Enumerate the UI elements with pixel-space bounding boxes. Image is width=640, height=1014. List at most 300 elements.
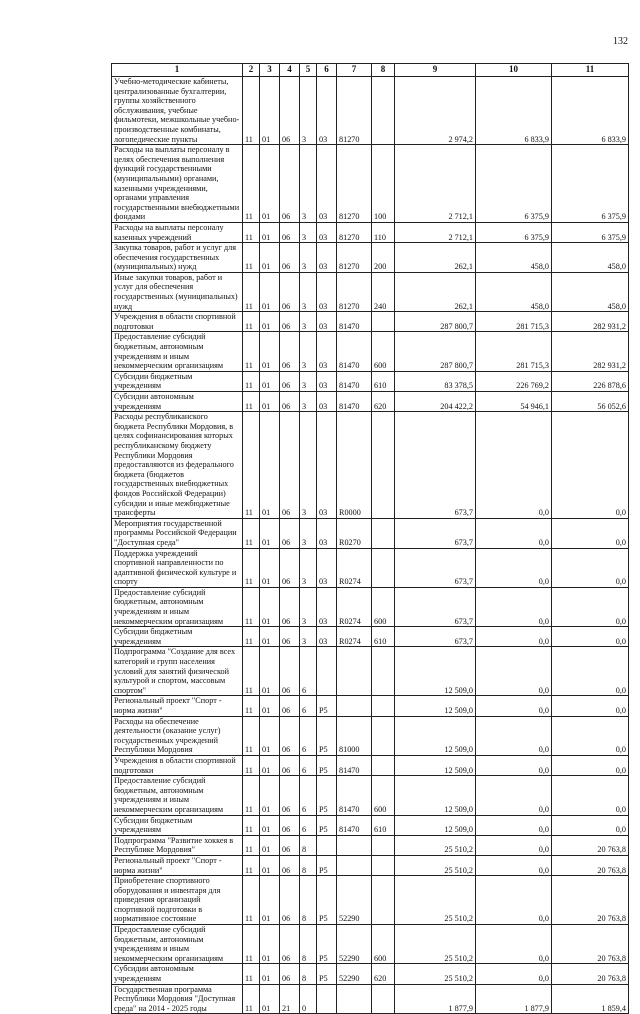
- amount-year-3-cell: 458,0: [552, 272, 629, 311]
- amount-year-2-cell: 1 877,9: [476, 984, 552, 1014]
- budget-table: [111, 63, 629, 1014]
- code-section-cell: 01: [260, 647, 280, 696]
- code-project-cell: 03: [317, 77, 337, 145]
- code-ministry-cell: 11: [243, 518, 260, 548]
- code-expense-type-cell: [372, 312, 395, 332]
- row-name-cell: Государственная программа Республики Мордовия "Доступная среда" на 2014 - 2025 годы: [112, 984, 243, 1014]
- code-expense-type-cell: 620: [372, 392, 395, 412]
- code-project-cell: [317, 984, 337, 1014]
- table-row: [112, 627, 629, 647]
- amount-year-2-cell: 0,0: [476, 647, 552, 696]
- table-row: [112, 145, 629, 223]
- code-ministry-cell: 11: [243, 835, 260, 855]
- code-direction-cell: R0000: [337, 412, 372, 519]
- code-project-cell: P5: [317, 815, 337, 835]
- row-name-cell: Субсидии автономным учреждениям: [112, 392, 243, 412]
- amount-year-1-cell: 2 712,1: [395, 145, 476, 223]
- column-header: 11: [552, 64, 629, 77]
- table-row: [112, 222, 629, 242]
- code-direction-cell: R0274: [337, 587, 372, 626]
- code-section-cell: 01: [260, 587, 280, 626]
- code-direction-cell: 81270: [337, 145, 372, 223]
- amount-year-1-cell: 673,7: [395, 548, 476, 587]
- code-direction-cell: 81270: [337, 243, 372, 273]
- code-direction-cell: 81470: [337, 312, 372, 332]
- code-section-cell: 01: [260, 776, 280, 815]
- row-name-cell: Субсидии бюджетным учреждениям: [112, 627, 243, 647]
- amount-year-1-cell: 673,7: [395, 627, 476, 647]
- table-row: [112, 876, 629, 925]
- code-subprogram-cell: 8: [300, 835, 317, 855]
- code-project-cell: 03: [317, 272, 337, 311]
- table-row: [112, 587, 629, 626]
- row-name-cell: Субсидии бюджетным учреждениям: [112, 371, 243, 391]
- code-expense-type-cell: [372, 548, 395, 587]
- row-name-cell: Учреждения в области спортивной подготовки: [112, 755, 243, 775]
- table-row: [112, 964, 629, 984]
- amount-year-3-cell: 20 763,8: [552, 855, 629, 875]
- code-subsection-cell: 06: [280, 332, 300, 371]
- table-row: [112, 815, 629, 835]
- row-name-cell: Предоставление субсидий бюджетным, автономным учреждениям и иным некоммерческим организациям: [112, 776, 243, 815]
- code-subsection-cell: 06: [280, 696, 300, 716]
- code-ministry-cell: 11: [243, 145, 260, 223]
- code-subsection-cell: 06: [280, 776, 300, 815]
- amount-year-1-cell: 12 509,0: [395, 755, 476, 775]
- code-project-cell: P5: [317, 925, 337, 964]
- code-subprogram-cell: 3: [300, 243, 317, 273]
- code-expense-type-cell: [372, 984, 395, 1014]
- code-project-cell: [317, 647, 337, 696]
- amount-year-1-cell: 673,7: [395, 412, 476, 519]
- code-subsection-cell: 06: [280, 243, 300, 273]
- code-section-cell: 01: [260, 815, 280, 835]
- row-name-cell: Субсидии бюджетным учреждениям: [112, 815, 243, 835]
- code-subprogram-cell: 6: [300, 647, 317, 696]
- amount-year-2-cell: 6 833,9: [476, 77, 552, 145]
- code-section-cell: 01: [260, 925, 280, 964]
- code-ministry-cell: 11: [243, 222, 260, 242]
- amount-year-3-cell: 0,0: [552, 716, 629, 755]
- code-ministry-cell: 11: [243, 587, 260, 626]
- column-header: 5: [300, 64, 317, 77]
- table-row: [112, 77, 629, 145]
- column-header: 3: [260, 64, 280, 77]
- code-expense-type-cell: [372, 716, 395, 755]
- amount-year-1-cell: 287 800,7: [395, 312, 476, 332]
- amount-year-3-cell: 0,0: [552, 587, 629, 626]
- amount-year-1-cell: 2 712,1: [395, 222, 476, 242]
- amount-year-3-cell: 0,0: [552, 412, 629, 519]
- amount-year-3-cell: 1 859,4: [552, 984, 629, 1014]
- code-direction-cell: 81000: [337, 716, 372, 755]
- code-expense-type-cell: 610: [372, 815, 395, 835]
- code-subprogram-cell: 8: [300, 925, 317, 964]
- row-name-cell: Расходы на выплаты персоналу в целях обеспечения выполнения функций государственными (муниципальными) органами, казенными учреждениями, органами управления государственными внебюджетными фондами: [112, 145, 243, 223]
- column-header: 8: [372, 64, 395, 77]
- code-expense-type-cell: [372, 835, 395, 855]
- amount-year-2-cell: 0,0: [476, 876, 552, 925]
- code-expense-type-cell: [372, 518, 395, 548]
- code-direction-cell: [337, 835, 372, 855]
- row-name-cell: Иные закупки товаров, работ и услуг для обеспечения государственных (муниципальных) нужд: [112, 272, 243, 311]
- code-subsection-cell: 06: [280, 925, 300, 964]
- amount-year-2-cell: 6 375,9: [476, 145, 552, 223]
- table-row: [112, 518, 629, 548]
- code-section-cell: 01: [260, 145, 280, 223]
- row-name-cell: Субсидии автономным учреждениям: [112, 964, 243, 984]
- table-row: [112, 984, 629, 1014]
- amount-year-2-cell: 0,0: [476, 696, 552, 716]
- code-ministry-cell: 11: [243, 776, 260, 815]
- code-expense-type-cell: 240: [372, 272, 395, 311]
- code-section-cell: 01: [260, 696, 280, 716]
- amount-year-3-cell: 0,0: [552, 647, 629, 696]
- code-subprogram-cell: 3: [300, 332, 317, 371]
- code-project-cell: 03: [317, 145, 337, 223]
- table-row: [112, 855, 629, 875]
- code-project-cell: 03: [317, 627, 337, 647]
- code-expense-type-cell: 600: [372, 587, 395, 626]
- code-expense-type-cell: 110: [372, 222, 395, 242]
- amount-year-3-cell: 6 375,9: [552, 145, 629, 223]
- amount-year-2-cell: 281 715,3: [476, 312, 552, 332]
- code-subsection-cell: 06: [280, 392, 300, 412]
- code-subprogram-cell: 6: [300, 776, 317, 815]
- amount-year-3-cell: 282 931,2: [552, 312, 629, 332]
- code-section-cell: 01: [260, 984, 280, 1014]
- code-ministry-cell: 11: [243, 855, 260, 875]
- code-project-cell: P5: [317, 716, 337, 755]
- code-project-cell: 03: [317, 243, 337, 273]
- code-ministry-cell: 11: [243, 696, 260, 716]
- code-direction-cell: 81470: [337, 392, 372, 412]
- code-expense-type-cell: [372, 755, 395, 775]
- amount-year-3-cell: 458,0: [552, 243, 629, 273]
- code-subprogram-cell: 6: [300, 716, 317, 755]
- code-project-cell: P5: [317, 876, 337, 925]
- code-subprogram-cell: 3: [300, 222, 317, 242]
- table-body: [112, 77, 629, 1014]
- row-name-cell: Предоставление субсидий бюджетным, автономным учреждениям и иным некоммерческим организациям: [112, 587, 243, 626]
- code-section-cell: 01: [260, 412, 280, 519]
- amount-year-1-cell: 25 510,2: [395, 855, 476, 875]
- row-name-cell: Мероприятия государственной программы Российской Федерации "Доступная среда": [112, 518, 243, 548]
- code-subsection-cell: 06: [280, 312, 300, 332]
- amount-year-1-cell: 25 510,2: [395, 835, 476, 855]
- code-subprogram-cell: 8: [300, 855, 317, 875]
- amount-year-3-cell: 0,0: [552, 627, 629, 647]
- code-subprogram-cell: 3: [300, 587, 317, 626]
- code-subprogram-cell: 6: [300, 696, 317, 716]
- code-ministry-cell: 11: [243, 647, 260, 696]
- amount-year-1-cell: 673,7: [395, 587, 476, 626]
- code-subprogram-cell: 0: [300, 984, 317, 1014]
- column-header: 4: [280, 64, 300, 77]
- code-direction-cell: [337, 696, 372, 716]
- column-header: 10: [476, 64, 552, 77]
- code-ministry-cell: 11: [243, 312, 260, 332]
- amount-year-1-cell: 25 510,2: [395, 876, 476, 925]
- row-name-cell: Расходы республиканского бюджета Республики Мордовия, в целях софинансирования которых республиканскому бюджету Республики Мордовия предоставляются из федерального бюджета (бюджетов государственных внебюджетных фондов Российской Федерации) субсидии и иные межбюджетные трансферты: [112, 412, 243, 519]
- amount-year-1-cell: 287 800,7: [395, 332, 476, 371]
- code-ministry-cell: 11: [243, 392, 260, 412]
- code-direction-cell: 81470: [337, 776, 372, 815]
- amount-year-1-cell: 2 974,2: [395, 77, 476, 145]
- amount-year-3-cell: 20 763,8: [552, 925, 629, 964]
- header-row: [112, 64, 629, 77]
- code-expense-type-cell: [372, 855, 395, 875]
- code-section-cell: 01: [260, 964, 280, 984]
- code-subsection-cell: 06: [280, 855, 300, 875]
- code-direction-cell: R0274: [337, 627, 372, 647]
- code-project-cell: 03: [317, 332, 337, 371]
- row-name-cell: Приобретение спортивного оборудования и инвентаря для приведения организаций спортивной подготовки в нормативное состояние: [112, 876, 243, 925]
- row-name-cell: Подпрограмма "Создание для всех категорий и групп населения условий для занятий физической культурой и спортом, массовым спортом": [112, 647, 243, 696]
- amount-year-3-cell: 226 878,6: [552, 371, 629, 391]
- table-row: [112, 392, 629, 412]
- code-subsection-cell: 06: [280, 647, 300, 696]
- code-section-cell: 01: [260, 332, 280, 371]
- code-expense-type-cell: 600: [372, 776, 395, 815]
- code-direction-cell: [337, 647, 372, 696]
- code-project-cell: P5: [317, 855, 337, 875]
- code-subprogram-cell: 6: [300, 755, 317, 775]
- code-section-cell: 01: [260, 243, 280, 273]
- table-row: [112, 835, 629, 855]
- amount-year-1-cell: 12 509,0: [395, 716, 476, 755]
- code-section-cell: 01: [260, 835, 280, 855]
- amount-year-1-cell: 83 378,5: [395, 371, 476, 391]
- table-row: [112, 755, 629, 775]
- code-ministry-cell: 11: [243, 984, 260, 1014]
- page-number: 132: [613, 36, 628, 47]
- code-direction-cell: 81270: [337, 272, 372, 311]
- code-direction-cell: [337, 855, 372, 875]
- amount-year-2-cell: 0,0: [476, 925, 552, 964]
- code-subsection-cell: 06: [280, 964, 300, 984]
- amount-year-1-cell: 12 509,0: [395, 776, 476, 815]
- column-header: 2: [243, 64, 260, 77]
- code-project-cell: P5: [317, 755, 337, 775]
- code-subsection-cell: 06: [280, 716, 300, 755]
- code-section-cell: 01: [260, 627, 280, 647]
- code-subprogram-cell: 3: [300, 371, 317, 391]
- code-subsection-cell: 06: [280, 755, 300, 775]
- code-ministry-cell: 11: [243, 243, 260, 273]
- column-header: 1: [112, 64, 243, 77]
- code-ministry-cell: 11: [243, 876, 260, 925]
- code-section-cell: 01: [260, 755, 280, 775]
- amount-year-2-cell: 458,0: [476, 243, 552, 273]
- code-expense-type-cell: [372, 876, 395, 925]
- code-project-cell: 03: [317, 371, 337, 391]
- code-direction-cell: 52290: [337, 925, 372, 964]
- code-direction-cell: 81270: [337, 77, 372, 145]
- code-subprogram-cell: 8: [300, 964, 317, 984]
- code-expense-type-cell: [372, 412, 395, 519]
- code-section-cell: 01: [260, 392, 280, 412]
- code-project-cell: [317, 835, 337, 855]
- code-project-cell: 03: [317, 518, 337, 548]
- code-project-cell: 03: [317, 312, 337, 332]
- amount-year-1-cell: 262,1: [395, 243, 476, 273]
- code-subprogram-cell: 3: [300, 548, 317, 587]
- code-subsection-cell: 21: [280, 984, 300, 1014]
- code-project-cell: 03: [317, 222, 337, 242]
- column-header: 9: [395, 64, 476, 77]
- row-name-cell: Учебно-методические кабинеты, централизованные бухгалтерии, группы хозяйственного обслуживания, учебные фильмотеки, межшкольные учебно-производственные комбинаты, логопедические пункты: [112, 77, 243, 145]
- table-row: [112, 716, 629, 755]
- code-subprogram-cell: 3: [300, 627, 317, 647]
- code-expense-type-cell: 200: [372, 243, 395, 273]
- code-expense-type-cell: [372, 77, 395, 145]
- row-name-cell: Учреждения в области спортивной подготовки: [112, 312, 243, 332]
- code-direction-cell: R0274: [337, 548, 372, 587]
- code-subsection-cell: 06: [280, 371, 300, 391]
- code-ministry-cell: 11: [243, 412, 260, 519]
- code-subprogram-cell: 3: [300, 392, 317, 412]
- amount-year-3-cell: 282 931,2: [552, 332, 629, 371]
- code-expense-type-cell: 600: [372, 925, 395, 964]
- row-name-cell: Региональный проект "Спорт - норма жизни": [112, 696, 243, 716]
- table-row: [112, 696, 629, 716]
- amount-year-1-cell: 204 422,2: [395, 392, 476, 412]
- amount-year-2-cell: 226 769,2: [476, 371, 552, 391]
- code-direction-cell: [337, 984, 372, 1014]
- code-section-cell: 01: [260, 876, 280, 925]
- code-expense-type-cell: 610: [372, 371, 395, 391]
- amount-year-2-cell: 0,0: [476, 835, 552, 855]
- code-subsection-cell: 06: [280, 272, 300, 311]
- row-name-cell: Предоставление субсидий бюджетным, автономным учреждениям и иным некоммерческим организациям: [112, 332, 243, 371]
- amount-year-2-cell: 54 946,1: [476, 392, 552, 412]
- table-row: [112, 272, 629, 311]
- code-subprogram-cell: 3: [300, 518, 317, 548]
- code-section-cell: 01: [260, 77, 280, 145]
- amount-year-1-cell: 1 877,9: [395, 984, 476, 1014]
- code-section-cell: 01: [260, 518, 280, 548]
- amount-year-3-cell: 0,0: [552, 815, 629, 835]
- code-subsection-cell: 06: [280, 815, 300, 835]
- amount-year-1-cell: 12 509,0: [395, 647, 476, 696]
- code-direction-cell: 81470: [337, 371, 372, 391]
- code-expense-type-cell: 100: [372, 145, 395, 223]
- code-subprogram-cell: 6: [300, 815, 317, 835]
- table-row: [112, 548, 629, 587]
- code-section-cell: 01: [260, 272, 280, 311]
- code-ministry-cell: 11: [243, 755, 260, 775]
- code-project-cell: 03: [317, 392, 337, 412]
- table-row: [112, 332, 629, 371]
- code-subprogram-cell: 3: [300, 412, 317, 519]
- code-subprogram-cell: 8: [300, 876, 317, 925]
- row-name-cell: Закупка товаров, работ и услуг для обеспечения государственных (муниципальных) нужд: [112, 243, 243, 273]
- table-row: [112, 647, 629, 696]
- amount-year-3-cell: 0,0: [552, 696, 629, 716]
- code-subsection-cell: 06: [280, 835, 300, 855]
- code-section-cell: 01: [260, 716, 280, 755]
- table-row: [112, 312, 629, 332]
- code-subsection-cell: 06: [280, 77, 300, 145]
- code-section-cell: 01: [260, 312, 280, 332]
- row-name-cell: Поддержка учреждений спортивной направленности по адаптивной физической культуре и спорту: [112, 548, 243, 587]
- amount-year-2-cell: 281 715,3: [476, 332, 552, 371]
- code-section-cell: 01: [260, 548, 280, 587]
- amount-year-2-cell: 0,0: [476, 815, 552, 835]
- code-project-cell: P5: [317, 696, 337, 716]
- code-project-cell: 03: [317, 548, 337, 587]
- amount-year-2-cell: 0,0: [476, 776, 552, 815]
- code-subprogram-cell: 3: [300, 145, 317, 223]
- amount-year-3-cell: 20 763,8: [552, 964, 629, 984]
- code-direction-cell: 81470: [337, 755, 372, 775]
- code-project-cell: 03: [317, 412, 337, 519]
- table-row: [112, 925, 629, 964]
- code-subsection-cell: 06: [280, 222, 300, 242]
- code-ministry-cell: 11: [243, 716, 260, 755]
- code-section-cell: 01: [260, 855, 280, 875]
- table-row: [112, 776, 629, 815]
- code-ministry-cell: 11: [243, 332, 260, 371]
- table-row: [112, 371, 629, 391]
- amount-year-2-cell: 458,0: [476, 272, 552, 311]
- amount-year-1-cell: 12 509,0: [395, 815, 476, 835]
- amount-year-3-cell: 0,0: [552, 755, 629, 775]
- column-header: 7: [337, 64, 372, 77]
- amount-year-3-cell: 6 833,9: [552, 77, 629, 145]
- amount-year-2-cell: 0,0: [476, 548, 552, 587]
- code-direction-cell: 52290: [337, 876, 372, 925]
- amount-year-3-cell: 6 375,9: [552, 222, 629, 242]
- code-direction-cell: 81470: [337, 815, 372, 835]
- column-header: 6: [317, 64, 337, 77]
- code-ministry-cell: 11: [243, 925, 260, 964]
- code-subsection-cell: 06: [280, 412, 300, 519]
- code-direction-cell: R0270: [337, 518, 372, 548]
- row-name-cell: Расходы на обеспечение деятельности (оказание услуг) государственных учреждений Республики Мордовия: [112, 716, 243, 755]
- amount-year-3-cell: 0,0: [552, 776, 629, 815]
- code-expense-type-cell: [372, 647, 395, 696]
- amount-year-3-cell: 20 763,8: [552, 835, 629, 855]
- amount-year-2-cell: 0,0: [476, 627, 552, 647]
- code-subprogram-cell: 3: [300, 77, 317, 145]
- row-name-cell: Расходы на выплаты персоналу казенных учреждений: [112, 222, 243, 242]
- code-section-cell: 01: [260, 222, 280, 242]
- code-expense-type-cell: [372, 696, 395, 716]
- code-expense-type-cell: 600: [372, 332, 395, 371]
- code-project-cell: P5: [317, 776, 337, 815]
- code-direction-cell: 81270: [337, 222, 372, 242]
- amount-year-2-cell: 0,0: [476, 964, 552, 984]
- table-row: [112, 412, 629, 519]
- amount-year-1-cell: 262,1: [395, 272, 476, 311]
- code-ministry-cell: 11: [243, 627, 260, 647]
- amount-year-2-cell: 0,0: [476, 855, 552, 875]
- code-direction-cell: 81470: [337, 332, 372, 371]
- code-project-cell: 03: [317, 587, 337, 626]
- code-subsection-cell: 06: [280, 145, 300, 223]
- code-ministry-cell: 11: [243, 77, 260, 145]
- amount-year-2-cell: 0,0: [476, 755, 552, 775]
- code-expense-type-cell: 610: [372, 627, 395, 647]
- code-section-cell: 01: [260, 371, 280, 391]
- code-subsection-cell: 06: [280, 876, 300, 925]
- code-ministry-cell: 11: [243, 371, 260, 391]
- amount-year-2-cell: 0,0: [476, 716, 552, 755]
- code-subprogram-cell: 3: [300, 272, 317, 311]
- code-subsection-cell: 06: [280, 518, 300, 548]
